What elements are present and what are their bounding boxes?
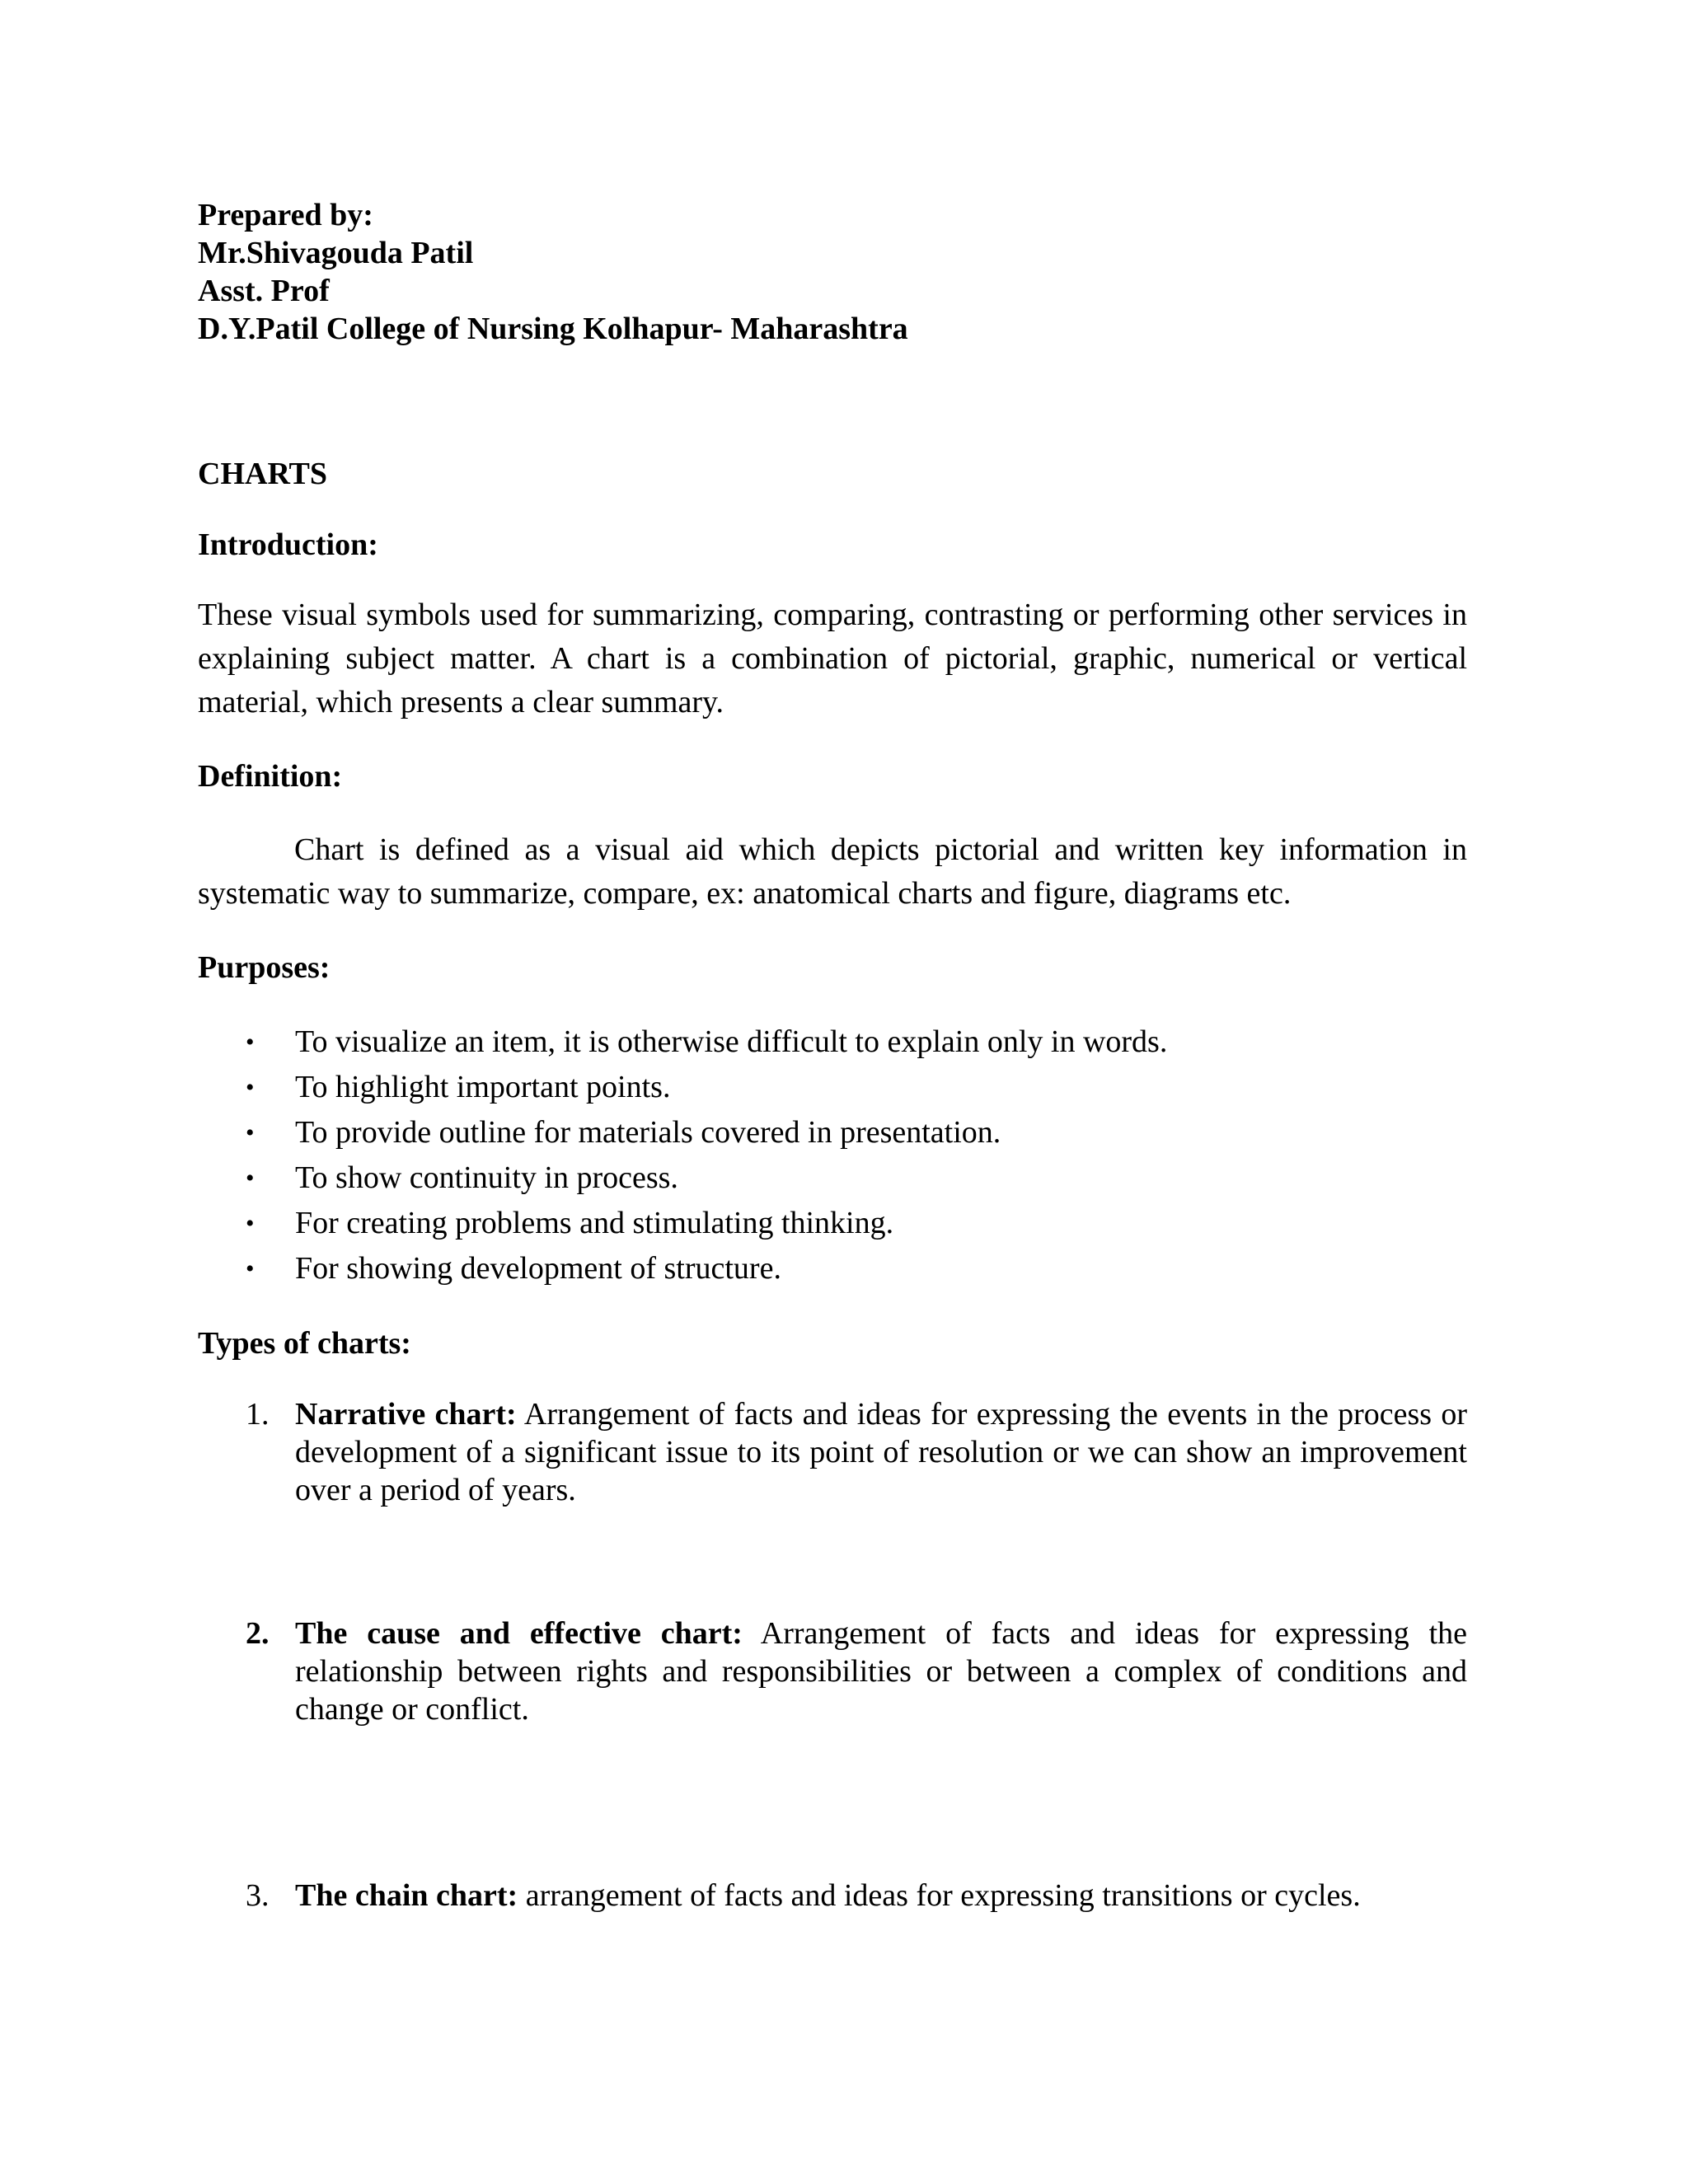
purpose-text: For creating problems and stimulating thinking. xyxy=(295,1206,894,1240)
bullet-icon: • xyxy=(246,1074,255,1101)
item-number: 2. xyxy=(246,1616,270,1651)
author-designation: Asst. Prof xyxy=(198,274,330,308)
purposes-list xyxy=(198,1019,1467,1291)
list-item xyxy=(198,1065,1467,1110)
bullet-icon: • xyxy=(246,1119,255,1146)
list-item xyxy=(198,1615,1467,1728)
chart-type-description: Arrangement of facts and ideas for expressing the relationship between rights and responsibilities or between a complex of conditions and change or conflict. xyxy=(295,1616,1467,1727)
author-block xyxy=(198,196,1467,348)
bullet-icon: • xyxy=(246,1029,255,1056)
list-item xyxy=(198,1395,1467,1509)
item-number: 1. xyxy=(246,1397,270,1432)
document-title: CHARTS xyxy=(198,457,328,491)
purpose-text: To provide outline for materials covered in presentation. xyxy=(295,1115,1001,1150)
document-content xyxy=(198,196,1467,1915)
types-list xyxy=(198,1395,1467,1915)
introduction-text: These visual symbols used for summarizing, comparing, contrasting or performing other services in explaining subject matter. A chart is a combination of pictorial, graphic, numerical or vertical material, which presents a clear summary. xyxy=(198,598,1467,719)
chart-type-term: The chain chart: xyxy=(295,1878,518,1913)
chart-type-term: Narrative chart: xyxy=(295,1397,517,1432)
author-institution: D.Y.Patil College of Nursing Kolhapur- Maharashtra xyxy=(198,312,908,346)
chart-type-description: Arrangement of facts and ideas for expressing the events in the process or development of a significant issue to its point of resolution or we can show an improvement over a period of years. xyxy=(295,1397,1467,1507)
introduction-heading: Introduction: xyxy=(198,527,378,562)
list-item xyxy=(198,1201,1467,1246)
list-item xyxy=(198,1110,1467,1155)
bullet-icon: • xyxy=(246,1255,255,1282)
purpose-text: To highlight important points. xyxy=(295,1070,671,1104)
types-heading: Types of charts: xyxy=(198,1326,411,1361)
author-name: Mr.Shivagouda Patil xyxy=(198,236,474,270)
list-item xyxy=(198,1246,1467,1291)
purposes-heading: Purposes: xyxy=(198,950,331,985)
purpose-text: To visualize an item, it is otherwise difficult to explain only in words. xyxy=(295,1024,1168,1059)
definition-heading: Definition: xyxy=(198,759,343,794)
list-item xyxy=(198,1155,1467,1201)
item-number: 3. xyxy=(246,1878,270,1913)
purpose-text: For showing development of structure. xyxy=(295,1251,781,1286)
chart-type-term: The cause and effective chart: xyxy=(295,1616,743,1651)
bullet-icon: • xyxy=(246,1165,255,1192)
bullet-icon: • xyxy=(246,1210,255,1237)
prepared-by-label: Prepared by: xyxy=(198,198,373,232)
purpose-text: To show continuity in process. xyxy=(295,1160,678,1195)
chart-type-description: arrangement of facts and ideas for expressing transitions or cycles. xyxy=(525,1878,1361,1913)
list-item xyxy=(198,1877,1467,1915)
definition-text: Chart is defined as a visual aid which depicts pictorial and written key information in systematic way to summarize, compare, ex: anatomical charts and figure, diagrams etc. xyxy=(198,832,1467,911)
list-item xyxy=(198,1019,1467,1065)
